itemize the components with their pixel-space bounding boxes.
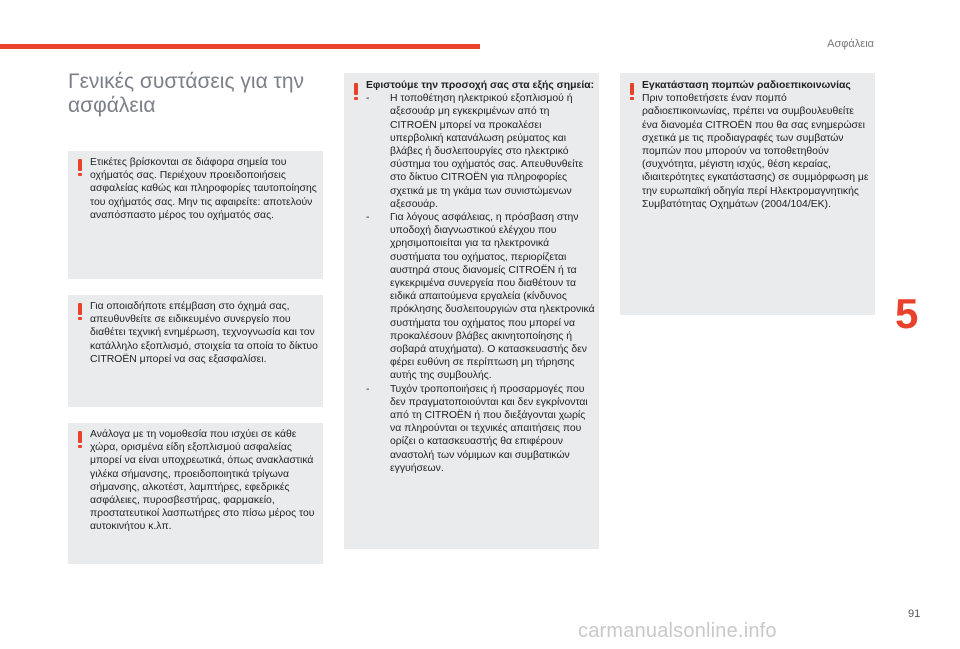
page-title: Γενικές συστάσεις για την ασφάλεια [68,70,305,117]
note-box-service [68,295,323,407]
warning-icon [78,159,82,176]
list-dash: - [366,383,370,395]
warning-icon [78,431,82,448]
attention-box [344,73,599,549]
note-text: Ετικέτες βρίσκονται σε διάφορα σημεία του οχήματός σας. Περιέχουν προειδοποιήσεις ασφαλείας καθώς και πληροφορίες ταυτοποίησης του οχήματός σας. Μην τις αφαιρείτε: αποτελούν αναπόσπαστο μέρος του οχήματός σας. [90,157,317,221]
list-item [366,383,595,475]
warning-icon [78,303,82,320]
list-item-text: Η τοποθέτηση ηλεκτρικού εξοπλισμού ή αξεσουάρ μη εγκεκριμένων από τη CITROËN μπορεί να προκαλέσει υπερβολική κατανάλωση ρεύματος και βλάβες ή δυσλειτουργίες στο ηλεκτρικό σύστημα του οχήματός σας. Απευθυνθείτε στο δίκτυο CITROËN για πληροφορίες σχετικά με τη γκάμα των συνιστώμενων αξεσουάρ. [390,93,584,210]
page-number: 91 [908,608,921,620]
list-item-text: Τυχόν τροποποιήσεις ή προσαρμογές που δεν πραγματοποιούνται και δεν εγκρίνονται από τη CITROËN ή που διεξάγονται χωρίς να πληρούνται οι τεχνικές απαιτήσεις που ορίζει ο κατασκευαστής θα επιφέρουν αναστολή των νόμιμων και συμβατικών εγγυήσεων. [390,383,588,474]
list-item-text: Για λόγους ασφάλειας, η πρόσβαση στην υποδοχή διαγνωστικού ελέγχου που χρησιμοποιείται για τα ηλεκτρονικά συστήματα του οχήματος, περιορίζεται αυστηρά στους διανομείς CITROËN ή τα εγκεκριμένα συνεργεία που διαθέτουν τα ειδικά απαιτούμενα εργαλεία (κίνδυνος πρόκλησης δυσλειτουργιών στα ηλεκτρονικά συστήματα του οχήματος που μπορεί να προκαλέσουν βλάβες ακινητοποίησης ή σοβαρά ατυχήματα). Ο κατασκευαστής δεν φέρει ευθύνη σε περίπτωση μη τήρησης αυτής της συμβουλής. [390,212,595,382]
note-text: Ανάλογα με τη νομοθεσία που ισχύει σε κάθε χώρα, ορισμένα είδη εξοπλισμού ασφαλείας μπορεί να είναι υποχρεωτικά, όπως ανακλαστικά γιλέκα σήμανσης, προειδοποιητικά τρίγωνα σήμανσης, αλκοτέστ, λαμπτήρες, εφεδρικές ασφάλειες, πυροσβεστήρας, φαρμακείο, προστατευτικοί λασπωτήρες στο πίσω μέρος του αυτοκινήτου κ.λπ. [90,429,315,533]
note-box-labels [68,151,323,279]
radio-body: Πριν τοποθετήσετε έναν πομπό ραδιοεπικοινωνίας, πρέπει να συμβουλευθείτε ένα διανομέα CITROËN που θα σας ενημερώσει σχετικά με τις προδιαγραφές των συμβατών πομπών που μπορούν να τοποθετηθούν (συχνότητα, μέγιστη ισχύς, θέση κεραίας, ιδιαιτερότητες εγκατάστασης) σε συμμόρφωση με την ευρωπαϊκή οδηγία περί Ηλεκτρομαγνητικής Συμβατότητας Οχημάτων (2004/104/EK). [642,93,869,210]
list-item [366,92,595,211]
radio-heading: Εγκατάσταση πομπών ραδιοεπικοινωνίας [642,80,851,91]
watermark: carmanualsonline.info [578,620,777,642]
warning-icon [354,83,358,100]
attention-heading: Εφιστούμε την προσοχή σας στα εξής σημεία: [366,80,595,91]
note-box-equipment [68,423,323,564]
radio-content [642,79,872,211]
top-accent-bar [0,44,480,49]
radio-transmitter-box [620,73,875,315]
list-item [366,211,595,383]
chapter-number: 5 [895,290,919,337]
warning-icon [630,83,634,100]
section-header: Ασφάλεια [827,38,874,50]
attention-content [366,79,595,475]
list-dash: - [366,212,370,224]
list-dash: - [366,93,370,105]
note-text: Για οποιαδήποτε επέμβαση στο όχημά σας, απευθυνθείτε σε ειδικευμένο συνεργείο που διαθέτει τεχνική ενημέρωση, τεχνογνωσία και τον κατάλληλο εξοπλισμό, στοιχεία τα οποία το δίκτυο CITROËN μπορεί να σας εξασφαλίσει. [90,301,318,365]
